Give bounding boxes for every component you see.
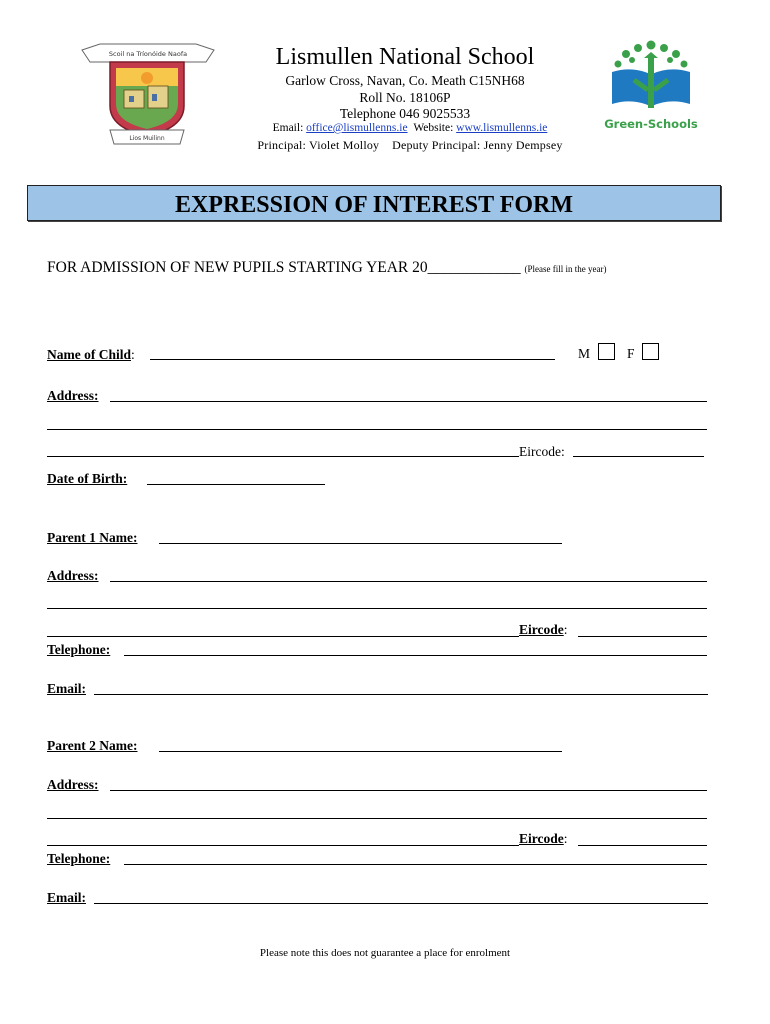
parent1-name-label: Parent 1 Name: — [47, 530, 138, 545]
website-link[interactable]: www.lismullenns.ie — [456, 122, 548, 134]
parent2-email-label: Email: — [47, 890, 86, 905]
date-of-birth-field[interactable] — [147, 484, 325, 485]
form-title: EXPRESSION OF INTEREST FORM — [174, 192, 574, 218]
parent2-eircode-label: Eircode: — [519, 831, 568, 846]
name-of-child-field[interactable] — [150, 359, 555, 360]
principal: Principal: Violet Molloy — [257, 138, 380, 152]
parent1-telephone-label: Telephone: — [47, 642, 111, 657]
parent2-address-field-2[interactable] — [47, 818, 707, 819]
gender-female: F — [627, 346, 635, 361]
parent2-address-label: Address: — [47, 777, 99, 792]
parent2-address-field-1[interactable] — [110, 790, 707, 791]
green-schools-text: Green-Schools — [604, 117, 698, 131]
parent2-telephone-field[interactable] — [124, 864, 707, 865]
parent1-address-label: Address: — [47, 568, 99, 583]
contact-line — [215, 122, 605, 134]
school-address: Garlow Cross, Navan, Co. Meath C15NH68 — [285, 73, 525, 88]
parent1-address-field-3[interactable] — [47, 636, 519, 637]
child-eircode-label: Eircode: — [519, 444, 565, 459]
parent1-address-field-2[interactable] — [47, 608, 707, 609]
gender-male: M — [578, 346, 591, 361]
website-label: Website: — [413, 122, 457, 134]
female-checkbox[interactable] — [642, 343, 659, 360]
email-label: Email: — [272, 122, 307, 134]
parent2-telephone-label: Telephone: — [47, 851, 111, 866]
child-eircode-field[interactable] — [573, 456, 704, 457]
parent1-name-field[interactable] — [159, 543, 562, 544]
name-of-child-row: Name of Child: — [47, 347, 135, 362]
admission-line — [47, 259, 606, 277]
parent1-eircode-label: Eircode: — [519, 622, 568, 637]
roll-number: Roll No. 18106P — [359, 90, 451, 105]
parent2-name-field[interactable] — [159, 751, 562, 752]
crest-top-banner-text: Scoil na Tríonóide Naofa — [108, 50, 188, 58]
child-address-field-2[interactable] — [47, 429, 707, 430]
deputy-principal: Deputy Principal: Jenny Dempsey — [392, 138, 563, 152]
parent2-email-field[interactable] — [94, 903, 708, 904]
parent2-address-field-3[interactable] — [47, 845, 519, 846]
parent2-name-label: Parent 2 Name: — [47, 738, 138, 753]
green-schools-logo — [604, 40, 698, 136]
school-name: Lismullen National School — [275, 44, 535, 70]
parent1-email-label: Email: — [47, 681, 86, 696]
school-telephone: Telephone 046 9025533 — [339, 106, 471, 121]
child-address-field-3[interactable] — [47, 456, 519, 457]
admission-text[interactable]: FOR ADMISSION OF NEW PUPILS STARTING YEAR 20____________ — [47, 259, 521, 276]
staff-line — [215, 138, 605, 153]
child-address-label: Address: — [47, 388, 99, 403]
parent1-address-field-1[interactable] — [110, 581, 707, 582]
date-of-birth-label: Date of Birth: — [47, 471, 128, 486]
parent1-telephone-field[interactable] — [124, 655, 707, 656]
school-crest-logo — [80, 40, 216, 148]
parent2-eircode-field[interactable] — [578, 845, 707, 846]
child-address-field-1[interactable] — [110, 401, 707, 402]
male-checkbox[interactable] — [598, 343, 615, 360]
footer-note: Please note this does not guarantee a place for enrolment — [259, 947, 511, 959]
parent1-eircode-field[interactable] — [578, 636, 707, 637]
form-title-box — [27, 185, 721, 221]
parent1-email-field[interactable] — [94, 694, 708, 695]
admission-note: (Please fill in the year) — [524, 264, 607, 274]
email-link[interactable]: office@lismullenns.ie — [306, 122, 408, 134]
name-of-child-label: Name of Child — [47, 347, 131, 362]
crest-bottom-banner-text: Lios Muilinn — [129, 135, 165, 142]
